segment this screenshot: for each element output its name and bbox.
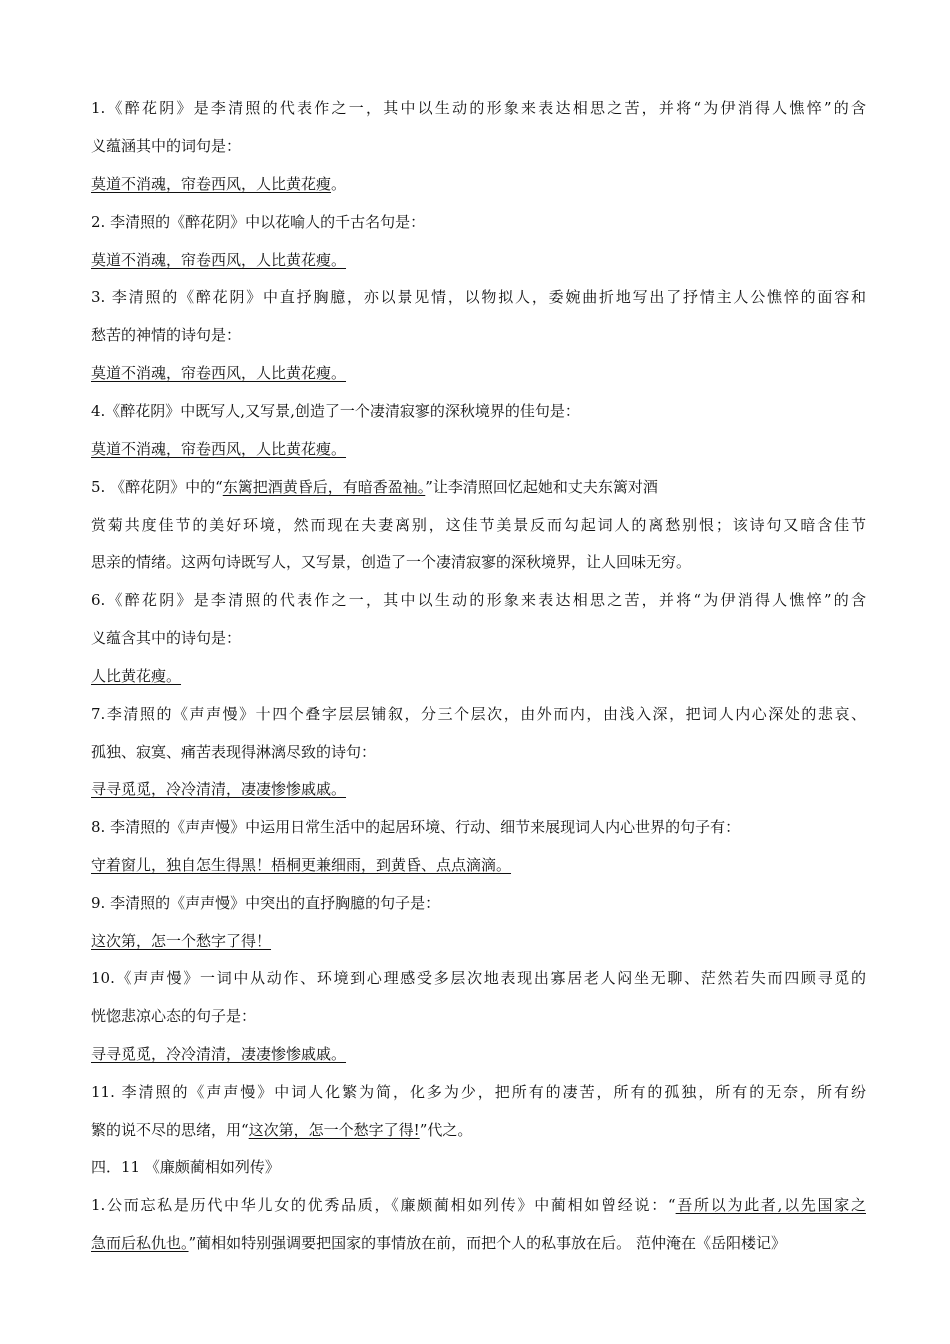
s1-answer-part-2: 急而后私仇也。 xyxy=(91,1234,189,1252)
q5-prefix: 5. 《醉花阴》中的“ xyxy=(91,478,223,496)
q7-answer-line xyxy=(91,779,866,799)
q7-line-1: 7.李清照的《声声慢》十四个叠字层层铺叙，分三个层次，由外而内，由浅入深，把词人内心深处的悲哀、 xyxy=(91,705,866,723)
q11-suffix: ”代之。 xyxy=(419,1121,473,1139)
q1-line-2: 义蕴涵其中的词句是： xyxy=(91,137,242,155)
q9-answer-line xyxy=(91,931,866,951)
q10-line-2: 恍惚悲凉心态的句子是： xyxy=(91,1007,257,1025)
q10-line-1: 10.《声声慢》一词中从动作、环境到心理感受多层次地表现出寡居老人闷坐无聊、茫然若失而四顾寻觅的 xyxy=(91,969,866,987)
q3-answer: 莫道不消魂，帘卷西风，人比黄花瘦。 xyxy=(91,364,347,382)
q6-line-1: 6.《醉花阴》是李清照的代表作之一，其中以生动的形象来表达相思之苦，并将“为伊消得人憔悴”的含 xyxy=(91,591,866,609)
q8-line-1: 8. 李清照的《声声慢》中运用日常生活中的起居环境、行动、细节来展现词人内心世界的句子有： xyxy=(91,818,741,836)
q5-answer: 东篱把酒黄昏后，有暗香盈袖。 xyxy=(222,478,426,496)
q6-line-2: 义蕴含其中的诗句是： xyxy=(91,629,242,647)
s1-line-1 xyxy=(91,1195,866,1215)
q9-answer: 这次第，怎一个愁字了得！ xyxy=(91,932,272,950)
q2-answer-line xyxy=(91,250,866,270)
q5-line-2: 赏菊共度佳节的美好环境，然而现在夫妻离别，这佳节美景反而勾起词人的离愁别恨；该诗句又暗含佳节 xyxy=(91,516,866,534)
q11-answer: 这次第，怎一个愁字了得! xyxy=(248,1121,420,1139)
q11-line-1: 11. 李清照的《声声慢》中词人化繁为简，化多为少，把所有的凄苦，所有的孤独，所有的无奈，所有纷 xyxy=(91,1083,866,1101)
q8-answer: 守着窗儿，独自怎生得黑！梧桐更兼细雨，到黄昏、点点滴滴。 xyxy=(91,856,512,874)
q5-line-1 xyxy=(91,477,866,497)
q11-line-2 xyxy=(91,1120,866,1140)
q3-line-1: 3. 李清照的《醉花阴》中直抒胸臆，亦以景见情，以物拟人，委婉曲折地写出了抒情主人公憔悴的面容和 xyxy=(91,288,866,306)
q4-answer: 莫道不消魂，帘卷西风，人比黄花瘦。 xyxy=(91,440,347,458)
s1-suffix: ”蔺相如特别强调要把国家的事情放在前，而把个人的私事放在后。 范仲淹在《岳阳楼记》 xyxy=(188,1234,786,1252)
q4-answer-line xyxy=(91,439,866,459)
s1-prefix: 1.公而忘私是历代中华儿女的优秀品质，《廉颇蔺相如列传》中蔺相如曾经说：“ xyxy=(91,1196,676,1214)
q10-answer-line xyxy=(91,1044,866,1064)
s1-answer-part-1: 吾所以为此者,以先国家之 xyxy=(675,1196,866,1214)
q5-suffix: ”让李清照回忆起她和丈夫东篱对酒 xyxy=(425,478,658,496)
q2-answer: 莫道不消魂，帘卷西风，人比黄花瘦。 xyxy=(91,251,347,269)
q11-prefix: 繁的说不尽的思绪，用“ xyxy=(91,1121,249,1139)
q6-answer: 人比黄花瘦。 xyxy=(91,667,182,685)
q4-line-1: 4.《醉花阴》中既写人,又写景,创造了一个凄清寂寥的深秋境界的佳句是： xyxy=(91,402,580,420)
q7-line-2: 孤独、寂寞、痛苦表现得淋漓尽致的诗句： xyxy=(91,743,377,761)
q2-line-1: 2. 李清照的《醉花阴》中以花喻人的千古名句是： xyxy=(91,213,426,231)
q1-answer: 莫道不消魂，帘卷西风，人比黄花瘦 xyxy=(91,175,332,193)
section-heading: 四．11 《廉颇蔺相如列传》 xyxy=(91,1158,280,1176)
s1-line-2 xyxy=(91,1233,866,1253)
q3-line-2: 愁苦的神情的诗句是： xyxy=(91,326,242,344)
q10-answer: 寻寻觅觅，冷冷清清，凄凄惨惨戚戚。 xyxy=(91,1045,347,1063)
q6-answer-line xyxy=(91,666,866,686)
q3-answer-line xyxy=(91,363,866,383)
q1-answer-line: 莫道不消魂，帘卷西风，人比黄花瘦。 xyxy=(91,175,347,193)
q1-line-1: 1.《醉花阴》是李清照的代表作之一，其中以生动的形象来表达相思之苦，并将“为伊消得人憔悴”的含 xyxy=(91,99,866,117)
q7-answer: 寻寻觅觅，冷冷清清，凄凄惨惨戚戚。 xyxy=(91,780,347,798)
q9-line-1: 9. 李清照的《声声慢》中突出的直抒胸臆的句子是： xyxy=(91,894,441,912)
q5-line-3: 思亲的情绪。这两句诗既写人，又写景，创造了一个凄清寂寥的深秋境界，让人回味无穷。 xyxy=(91,553,692,571)
q8-answer-line xyxy=(91,855,866,875)
